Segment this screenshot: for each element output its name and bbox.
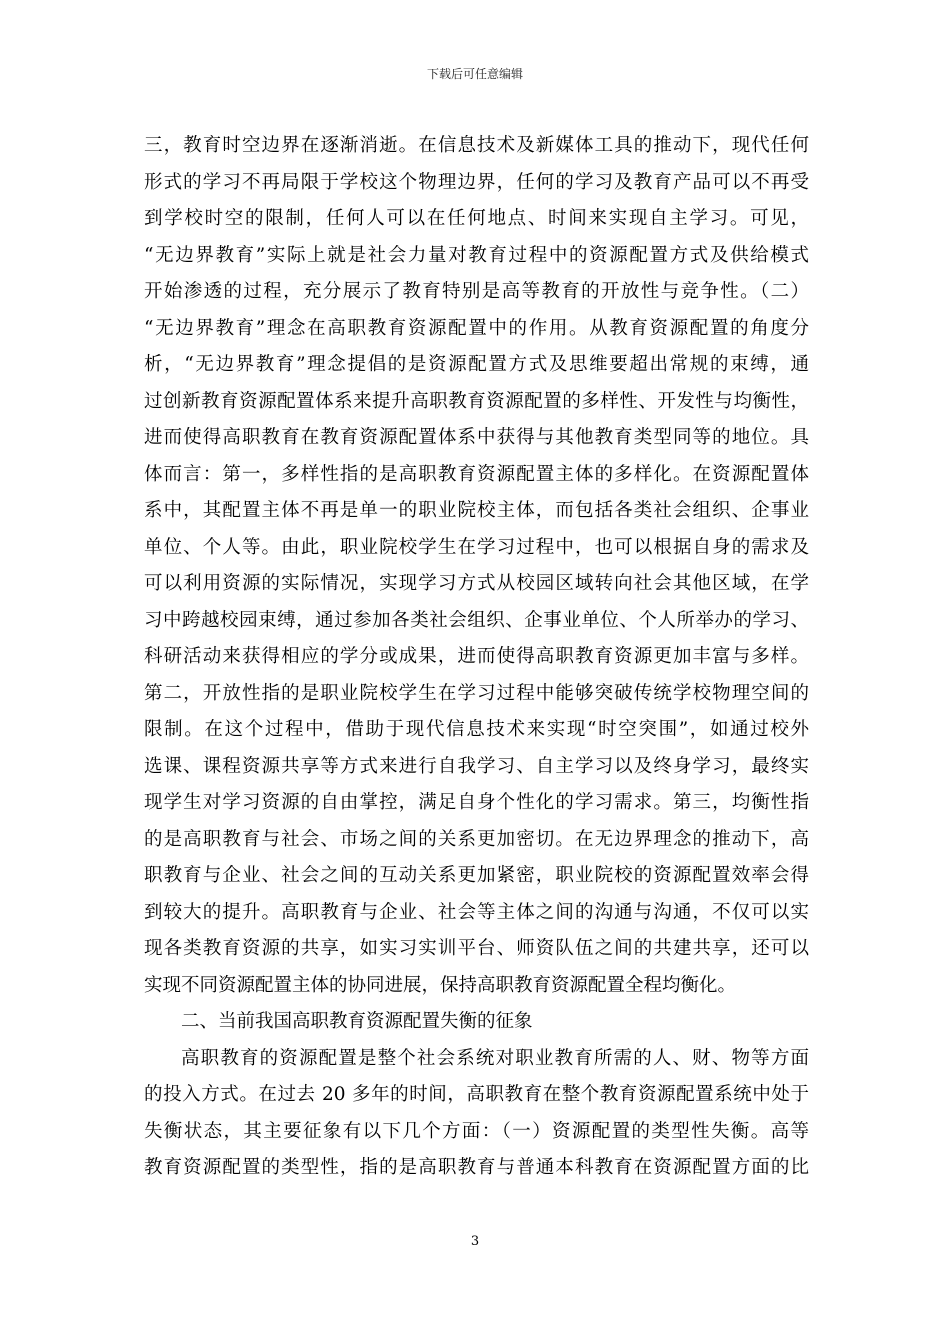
text-line: 体而言：第一，多样性指的是高职教育资源配置主体的多样化。在资源配置体: [144, 463, 809, 485]
text-line: 的是高职教育与社会、市场之间的关系更加密切。在无边界理念的推动下，高: [144, 828, 809, 850]
text-line: “无边界教育”实际上就是社会力量对教育过程中的资源配置方式及供给模式: [144, 244, 809, 266]
text-line: 限制。在这个过程中，借助于现代信息技术来实现“时空突围”，如通过校外: [144, 719, 809, 740]
text-line: 科研活动来获得相应的学分或成果，进而使得高职教育资源更加丰富与多样。: [144, 646, 809, 667]
text-line: 单位、个人等。由此，职业院校学生在学习过程中，也可以根据自身的需求及: [144, 536, 809, 558]
text-line: 开始渗透的过程，充分展示了教育特别是高等教育的开放性与竞争性。（二）: [144, 281, 809, 302]
text-line: 教育资源配置的类型性，指的是高职教育与普通本科教育在资源配置方面的比: [144, 1157, 809, 1178]
text-line: 系中，其配置主体不再是单一的职业院校主体，而包括各类社会组织、企事业: [144, 500, 809, 521]
text-line: 到较大的提升。高职教育与企业、社会等主体之间的沟通与沟通，不仅可以实: [144, 901, 809, 923]
text-line: 析，“无边界教育”理念提倡的是资源配置方式及思维要超出常规的束缚，通: [144, 354, 809, 375]
text-line: 选课、课程资源共享等方式来进行自我学习、自主学习以及终身学习，最终实: [144, 755, 809, 777]
text-line: 的投入方式。在过去 20 多年的时间，高职教育在整个教育资源配置系统中处于: [144, 1084, 809, 1105]
page-header: 下载后可任意编辑: [426, 67, 523, 81]
text-line: 现学生对学习资源的自由掌控，满足自身个性化的学习需求。第三，均衡性指: [144, 792, 809, 813]
body-text: [144, 128, 809, 1187]
text-line: 高职教育的资源配置是整个社会系统对职业教育所需的人、财、物等方面: [181, 1047, 809, 1069]
section-heading: 二、当前我国高职教育资源配置失衡的征象: [181, 1011, 533, 1032]
text-line: 习中跨越校园束缚，通过参加各类社会组织、企事业单位、个人所举办的学习、: [144, 609, 809, 631]
text-line: 第二，开放性指的是职业院校学生在学习过程中能够突破传统学校物理空间的: [144, 682, 809, 704]
text-line: 形式的学习不再局限于学校这个物理边界，任何的学习及教育产品可以不再受: [144, 171, 809, 193]
text-line: 进而使得高职教育在教育资源配置体系中获得与其他教育类型同等的地位。具: [144, 427, 809, 448]
text-line: 过创新教育资源配置体系来提升高职教育资源配置的多样性、开发性与均衡性，: [144, 390, 809, 412]
text-line: 职教育与企业、社会之间的互动关系更加紧密，职业院校的资源配置效率会得: [144, 865, 809, 886]
text-line: “无边界教育”理念在高职教育资源配置中的作用。从教育资源配置的角度分: [144, 317, 809, 339]
text-line: 失衡状态，其主要征象有以下几个方面：（一）资源配置的类型性失衡。高等: [144, 1120, 809, 1142]
text-line: 三，教育时空边界在逐渐消逝。在信息技术及新媒体工具的推动下，现代任何: [144, 135, 809, 156]
text-line: 到学校时空的限制，任何人可以在任何地点、时间来实现自主学习。可见，: [144, 208, 809, 229]
page-number: 3: [470, 1234, 480, 1249]
text-line: 实现不同资源配置主体的协同进展，保持高职教育资源配置全程均衡化。: [144, 974, 737, 996]
text-line: 可以利用资源的实际情况，实现学习方式从校园区域转向社会其他区域，在学: [144, 573, 809, 594]
text-line: 现各类教育资源的共享，如实习实训平台、师资队伍之间的共建共享，还可以: [144, 938, 809, 959]
